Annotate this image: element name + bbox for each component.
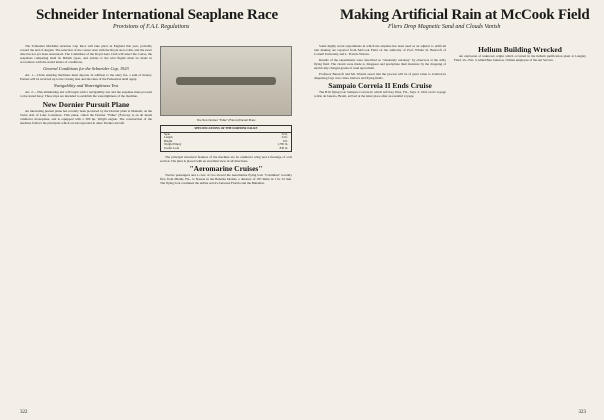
page-number-right: 323: [578, 410, 586, 415]
heading-navigability: Navigability and Watertightness Test: [53, 83, 119, 89]
article-subtitle-rain: Fliers Drop Magnetic Sand and Clouds Vanish: [388, 24, 501, 30]
dornier-spec-table: [160, 125, 292, 152]
spec-row: Length 24 ft.: [164, 135, 288, 140]
dornier-photo: [160, 46, 292, 116]
rain-paragraph-3: Professor Bancroft and Mr. Warren assert that the process will be of great value to aviation in dispersing fogs over cities, harbors and flying fields.: [314, 72, 446, 81]
heading-helium: Helium Building Wrecked: [478, 45, 562, 54]
spec-row: Useful Load 830 lb.: [164, 146, 288, 151]
dornier-photo-caption: The New Dornier "Falke" (Falcon) Pursuit Plane: [196, 118, 256, 122]
article-title-rain: Making Artificial Rain at McCook Field: [340, 7, 590, 23]
after-spec-text: The principal structural features of the machine are its cantilever wing and a fuselage of oval section. The pilot is placed with an excellent view in all directions.: [160, 154, 292, 163]
page-number-left: 322: [20, 410, 28, 415]
article-subtitle-schneider: Provisions of F.A.I. Regulations: [113, 24, 190, 30]
spec-row: Weight Empty 1,785 lb.: [164, 142, 288, 147]
rain-paragraph-1: Some highly novel experiments in which the airplane has been used as an adjunct to artificial rain making are reported from McCook Field on the authority of Prof. Wilder D. Bancroft of Cornell University and L. Francis Warren.: [314, 44, 446, 57]
spec-row: Height 8 ft.: [164, 138, 288, 143]
spec-heading: SPECIFICATIONS OF THE DORNIER FALKE: [161, 126, 291, 133]
sampaio-text: The H16 flying boat Sampaio Correia II, which left Key West, Fla., Sept. 3, 1922 on its voyage to Rio de Janeiro, Brazil, arrived at the latter place after an eventful voyage.: [314, 90, 446, 99]
general-conditions-text: Art. 1.—Clubs entering machines must deposit, in addition to the entry fee, a sum of money. Entries will be received up to the closing date and the rules of the Federation shall apply.: [20, 73, 152, 82]
navigability-text: Art. 2.—This eliminating test will begin with a navigability test and the seaplane must proceed to the stated buoy. Three trips are intended to establish the watertightness of the machine.: [20, 90, 152, 99]
rain-paragraph-2: Results of the experiments were described as "absolutely uncanny" by observers at the army flying field. The clouds were made to disappear and precipitate their moisture by the dropping of electrically charged grains of sand upon them.: [314, 58, 446, 71]
heading-aeromarine: "Aeromarine Cruises": [189, 163, 263, 173]
heading-general-conditions: General Conditions for the Schneider Cup, 1923: [43, 66, 129, 72]
article-title-schneider: Schneider International Seaplane Race: [36, 7, 278, 23]
column-3: [314, 44, 446, 101]
aeromarine-text: Twelve passengers and a crew of two aboard the Aeromarine flying boat "Columbus" recently flew from Miami, Fla., to Nassau in the Bahama Islands, a distance of 187 miles in 1 hr. 52 min. The flying boat continued the airline service between Florida and the Bahamas.: [160, 172, 292, 185]
column-2: [160, 44, 292, 187]
schneider-intro: The Schneider Maritime Aviation Cup Race will take place in England this year, probably toward the end of August. The selection of the course rests with the Royal Aero Club, and the exact date has not yet been announced. The Committee of the Royal Aero Club will select the course, the seaplanes competing shall be British types, and entries to the trial flights must be made in accordance with the stated letters of conditions.: [20, 44, 152, 65]
column-4: [454, 44, 586, 64]
dornier-text: An interesting pursuit plane has recently been produced by the Dornier plant at Manzell, on the Swiss side of Lake Constance. This plane, called the Dornier "Falke" (Falcon), is an all metal cantilever monoplane, and is equipped with a 300 hp. Wright engine. The construction of the machine follows the principles which are incorporated in other Dornier aircraft.: [20, 108, 152, 125]
helium-text: An explosion of unknown origin which occurred in the helium purification plant at Langley Field, Va., Feb. 3, killed Ben Johnson, civilian employee of the Air Service.: [454, 54, 586, 63]
column-1: [20, 44, 152, 127]
spec-row: Span 32 ft.: [164, 131, 288, 136]
heading-dornier: New Dornier Pursuit Plane: [42, 99, 130, 109]
heading-sampaio: Sampaio Correia II Ends Cruise: [328, 81, 432, 91]
